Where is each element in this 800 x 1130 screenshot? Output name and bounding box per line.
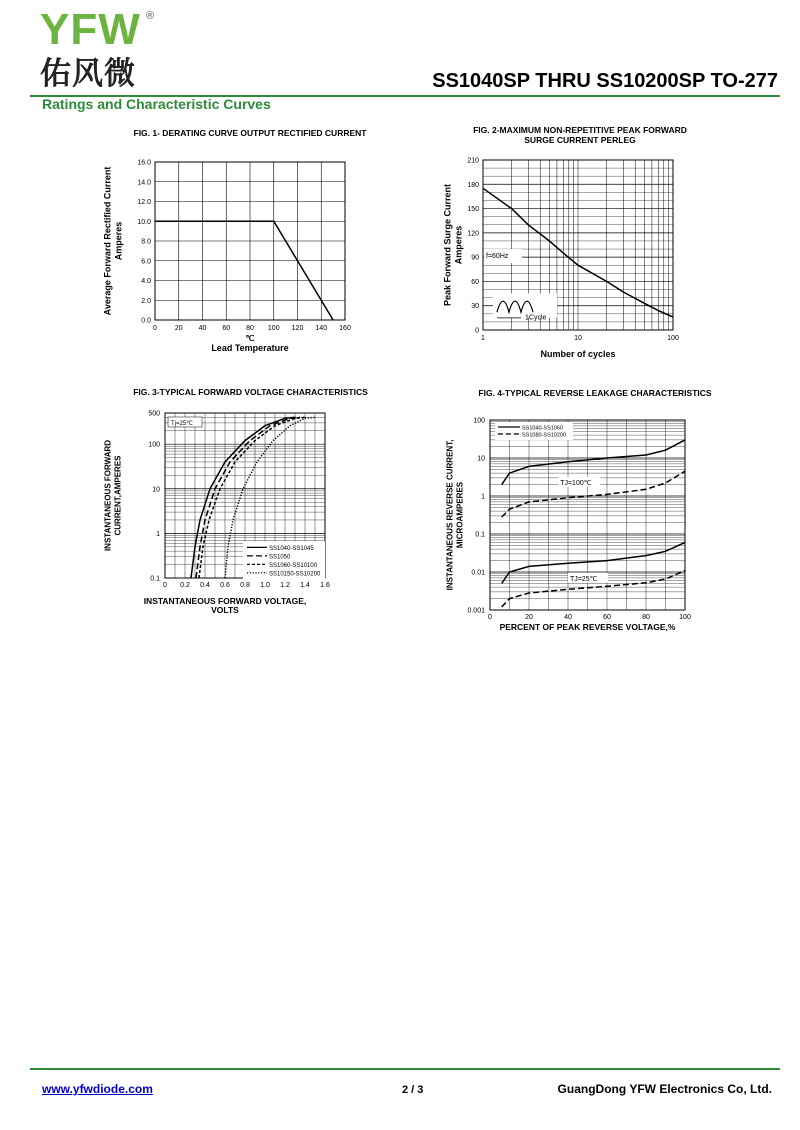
y-tick-label: 2.0 xyxy=(141,297,151,305)
x-axis-label: Number of cycles xyxy=(540,349,616,359)
x-tick-label: 100 xyxy=(267,325,280,332)
x-tick-label: 60 xyxy=(603,614,611,621)
y-axis-label-line: Average Forward Rectified Current xyxy=(102,166,113,316)
section-title: Ratings and Characteristic Curves xyxy=(42,96,271,112)
y-tick-label: 100 xyxy=(473,417,485,425)
y-axis-label-line: INSTANTANEOUS FORWARD xyxy=(103,439,113,552)
x-unit: ℃ xyxy=(245,334,255,343)
annotation-tj25: TJ=25℃ xyxy=(569,575,598,583)
annotation-frequency: f=60Hz xyxy=(486,253,509,261)
y-axis-label-line: INSTANTANEOUS REVERSE CURRENT, xyxy=(445,439,455,591)
legend-label: SS1080-SS10200 xyxy=(522,432,567,439)
x-tick-label: 0 xyxy=(163,582,167,589)
x-tick-label: 80 xyxy=(642,614,650,621)
logo-chinese-name: 佑风微 xyxy=(40,56,136,92)
x-axis-label: VOLTS xyxy=(211,605,239,615)
x-tick-label: 100 xyxy=(667,335,679,342)
y-axis-label-line: Amperes xyxy=(453,225,464,265)
y-tick-label: 8.0 xyxy=(141,238,151,246)
fig1-derating-chart xyxy=(95,150,365,370)
fig2-title xyxy=(440,125,720,145)
footer-divider xyxy=(30,1068,780,1070)
fig2-surge-chart xyxy=(435,150,705,370)
y-axis-label-line: CURRENT,AMPERES xyxy=(113,455,123,536)
y-axis-label xyxy=(446,440,465,591)
y-tick-label: 210 xyxy=(467,157,479,165)
x-tick-label: 0.2 xyxy=(180,582,190,589)
x-axis-label: Lead Temperature xyxy=(211,343,289,353)
x-tick-label: 40 xyxy=(564,614,572,621)
page-number: 2 / 3 xyxy=(402,1084,424,1096)
y-tick-label: 4.0 xyxy=(141,278,151,285)
x-tick-label: 1 xyxy=(481,335,485,342)
x-tick-label: 20 xyxy=(525,614,533,621)
x-tick-label: 100 xyxy=(679,614,691,621)
y-axis-label-line: Amperes xyxy=(113,221,124,261)
legend-label: SS1060-SS10100 xyxy=(269,562,318,569)
y-tick-label: 90 xyxy=(471,254,479,262)
y-tick-label: 12.0 xyxy=(137,199,151,206)
y-tick-label: 1 xyxy=(481,493,485,501)
fig1-title: FIG. 1- DERATING CURVE OUTPUT RECTIFIED CURRENT xyxy=(133,128,367,138)
y-tick-label: 0.001 xyxy=(467,607,485,615)
fig2-title-line: SURGE CURRENT PERLEG xyxy=(524,135,636,145)
x-tick-label: 40 xyxy=(198,325,207,332)
y-tick-label: 0.1 xyxy=(150,575,160,583)
x-tick-label: 1.6 xyxy=(320,582,330,589)
fig2-title-line: FIG. 2-MAXIMUM NON-REPETITIVE PEAK FORWARD xyxy=(473,125,687,135)
logo-letters: YFW xyxy=(40,5,141,54)
x-tick-label: 0.8 xyxy=(240,582,250,589)
x-tick-label: 80 xyxy=(246,325,254,332)
x-tick-label: 1.0 xyxy=(260,582,270,589)
x-tick-label: 0 xyxy=(488,614,492,621)
y-tick-label: 100 xyxy=(148,441,160,449)
y-tick-label: 10 xyxy=(152,486,160,494)
legend-label: SS1040-SS1045 xyxy=(269,545,314,552)
company-name: GuangDong YFW Electronics Co, Ltd. xyxy=(557,1082,772,1096)
x-axis-label: INSTANTANEOUS FORWARD VOLTAGE, xyxy=(143,596,307,606)
fig3-title: FIG. 3-TYPICAL FORWARD VOLTAGE CHARACTERISTICS xyxy=(133,387,368,397)
y-tick-label: 16.0 xyxy=(137,159,151,167)
x-tick-label: 1.4 xyxy=(300,582,310,589)
y-axis-label xyxy=(443,184,464,306)
annotation-tj100: TJ=100℃ xyxy=(560,479,592,487)
x-tick-label: 20 xyxy=(174,325,183,332)
website-link[interactable]: www.yfwdiode.com xyxy=(42,1082,153,1096)
y-tick-label: 0.0 xyxy=(141,317,151,325)
y-tick-label: 10 xyxy=(477,455,485,463)
y-axis-label xyxy=(103,167,124,316)
fig4-reverse-leakage-chart xyxy=(435,410,725,635)
y-tick-label: 30 xyxy=(471,303,479,311)
y-tick-label: 10.0 xyxy=(137,218,151,226)
y-axis-label xyxy=(104,440,123,551)
x-tick-label: 160 xyxy=(339,325,351,332)
y-tick-label: 150 xyxy=(467,206,479,214)
x-tick-label: 140 xyxy=(315,325,328,332)
x-tick-label: 60 xyxy=(222,325,231,332)
fig3-forward-voltage-chart xyxy=(95,405,365,625)
company-logo xyxy=(40,5,170,98)
y-tick-label: 120 xyxy=(467,230,479,238)
x-tick-label: 1.2 xyxy=(280,582,290,589)
legend-label: SS1050 xyxy=(269,554,291,561)
y-tick-label: 500 xyxy=(148,410,160,418)
y-axis-label-line: Peak Forward Surge Current xyxy=(442,183,453,307)
x-tick-label: 0.6 xyxy=(220,582,230,589)
fig4-title: FIG. 4-TYPICAL REVERSE LEAKAGE CHARACTERISTICS xyxy=(478,388,712,398)
registered-mark: ® xyxy=(146,10,155,22)
y-tick-label: 60 xyxy=(471,278,479,286)
document-title: SS1040SP THRU SS10200SP TO-277 xyxy=(432,70,778,92)
x-tick-label: 10 xyxy=(574,335,582,342)
x-axis-label: PERCENT OF PEAK REVERSE VOLTAGE,% xyxy=(499,622,676,632)
legend-label: SS10150-SS10200 xyxy=(269,571,321,578)
y-tick-label: 14.0 xyxy=(137,179,151,187)
annotation-cycle: 1Cycle xyxy=(525,314,547,322)
legend-label: SS1040-SS1060 xyxy=(522,425,563,432)
y-tick-label: 1 xyxy=(156,530,160,538)
annotation-temperature: Tj=25℃ xyxy=(171,421,193,427)
y-tick-label: 180 xyxy=(467,181,479,189)
x-tick-label: 0 xyxy=(153,325,157,332)
y-axis-label-line: MICROAMPERES xyxy=(455,481,465,549)
y-tick-label: 6.0 xyxy=(141,258,151,266)
y-tick-label: 0.01 xyxy=(471,569,485,577)
x-tick-label: 0.4 xyxy=(200,582,210,589)
y-tick-label: 0 xyxy=(475,327,479,335)
derating-curve xyxy=(155,221,333,320)
x-tick-label: 120 xyxy=(291,325,304,332)
y-tick-label: 0.1 xyxy=(475,531,485,539)
